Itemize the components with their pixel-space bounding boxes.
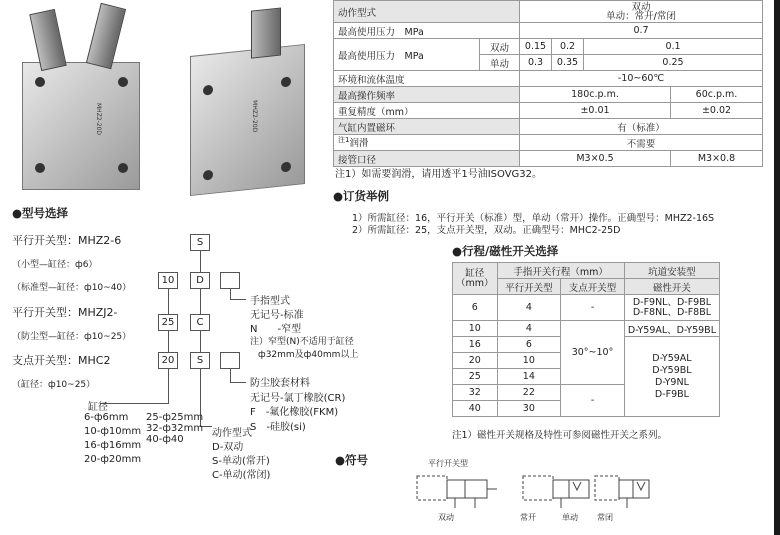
symbol-label: 单动	[562, 513, 578, 522]
code-box: 20	[158, 352, 178, 369]
bore-option: 32-ф32mm	[146, 423, 204, 434]
stroke-cell: 4	[497, 295, 561, 321]
table-row	[334, 71, 763, 87]
section-title-symbol: ●符号	[335, 453, 369, 467]
model-line: （缸径：ф10~25）	[12, 380, 96, 390]
code-box	[220, 352, 240, 369]
stroke-cell: 30	[497, 401, 561, 417]
model-line: 支点开关型：MHC2	[12, 354, 111, 367]
spec-value: 0.3	[520, 55, 552, 71]
bore-option: 16-ф16mm	[84, 440, 142, 451]
spec-value: 0.1	[584, 39, 763, 55]
spec-value: 有（标准）	[520, 119, 763, 135]
connector-line	[230, 382, 246, 383]
spec-value: 180c.p.m.	[520, 87, 671, 103]
mount-hole	[35, 77, 45, 87]
bore-option: 6-ф6mm	[84, 412, 129, 423]
spec-value: 0.15	[520, 39, 552, 55]
connector-line	[168, 369, 169, 403]
table-row	[453, 263, 720, 279]
spec-label: 环境和流体温度	[334, 71, 520, 87]
spec-note: 注1）如需要润滑，请用透平1号油ISOVG32。	[335, 169, 543, 180]
page-edge	[774, 0, 780, 535]
code-box: 25	[158, 314, 178, 331]
connector-line	[200, 251, 201, 272]
mount-hole	[203, 170, 213, 181]
symbol-label: 常开	[520, 513, 536, 522]
col-header: 平行开关型	[497, 279, 561, 295]
model-line: （小型—缸径：ф6）	[12, 260, 98, 270]
dust-annot: 防尘胶套材料	[250, 378, 310, 389]
bore-cell: 16	[453, 337, 498, 353]
spec-value: 双动 单动：常开/常闭	[520, 1, 763, 23]
col-header: 手指开关行程（mm）	[497, 263, 624, 279]
spec-value: 0.2	[552, 39, 584, 55]
bore-cell: 10	[453, 321, 498, 337]
mount-hole	[118, 163, 128, 173]
connector-line	[230, 299, 246, 300]
spec-value: M3×0.8	[671, 151, 763, 167]
col-header: 坑道安装型	[624, 263, 719, 279]
gripper-jaw	[251, 7, 281, 58]
spec-label: 最高使用压力 MPa	[334, 39, 480, 71]
spec-value: 0.25	[584, 55, 763, 71]
switch-cell: D-Y59AL D-Y59BL D-Y9NL D-F9BL	[624, 337, 719, 417]
bore-option: 25-ф25mm	[146, 412, 204, 423]
spec-value: 60c.p.m.	[671, 87, 763, 103]
section-title-stroke: ●行程/磁性开关选择	[452, 244, 559, 258]
spec-label: 接管口径	[334, 151, 520, 167]
switch-cell: D-F9NL、D-F9BL D-F8NL、D-F8BL	[624, 295, 719, 321]
finger-annot: ф32mm及ф40mm以上	[258, 350, 359, 360]
gripper-jaw	[86, 3, 126, 69]
stroke-cell: 4	[497, 321, 561, 337]
finger-annot: 无记号-标准	[250, 310, 304, 321]
connector-line	[200, 331, 201, 352]
spec-value: ±0.02	[671, 103, 763, 119]
connector-line	[168, 289, 169, 314]
stroke-cell: 22	[497, 385, 561, 401]
mount-hole	[281, 161, 291, 172]
col-header: 支点开关型	[561, 279, 625, 295]
dust-annot: S -硅胶(si)	[250, 422, 306, 433]
col-header: 磁性开关	[624, 279, 719, 295]
table-row	[334, 23, 763, 39]
spec-label: 气缸内置磁环	[334, 119, 520, 135]
model-line: 平行开关型：MHZJ2-	[12, 306, 118, 319]
spec-label: 最高操作频率	[334, 87, 520, 103]
symbol-label: 双动	[438, 513, 454, 522]
code-box: S	[190, 352, 210, 369]
bore-cell: 6	[453, 295, 498, 321]
action-annot: 动作型式	[212, 428, 252, 439]
finger-annot: N -窄型	[250, 324, 302, 335]
symbol-subtitle: 平行开关型	[428, 459, 468, 468]
table-row	[453, 295, 720, 321]
stroke-note: 注1）磁性开关规格及特性可参阅磁性开关之系列。	[452, 430, 668, 441]
dust-annot: F -氟化橡胶(FKM)	[250, 407, 339, 418]
model-line: 平行开关型：MHZ2-6	[12, 234, 122, 247]
table-row	[334, 119, 763, 135]
fulcrum-cell: -	[561, 385, 625, 417]
table-row	[334, 87, 763, 103]
stroke-table	[452, 262, 720, 417]
switch-cell: D-Y59AL、D-Y59BL	[624, 321, 719, 337]
finger-annot: 注）窄型(N)不适用于缸径	[250, 337, 354, 347]
spec-table	[333, 0, 763, 167]
code-box: C	[190, 314, 210, 331]
table-row	[453, 321, 720, 337]
symbol-label: 常闭	[597, 513, 613, 522]
spec-value: 不需要	[520, 135, 763, 151]
code-box: S	[190, 234, 210, 251]
spec-sub: 单动	[480, 55, 520, 71]
action-annot: S-单动(常开)	[212, 456, 270, 467]
product-photo-right	[190, 44, 305, 196]
bore-option: 20-ф20mm	[84, 454, 142, 465]
product-label: MHZ2-20D	[95, 103, 102, 136]
bore-option: 10-ф10mm	[84, 426, 142, 437]
table-row	[334, 103, 763, 119]
connector-line	[230, 369, 231, 383]
code-box: D	[190, 272, 210, 289]
product-photo-left	[22, 62, 140, 190]
action-annot: D-双动	[212, 442, 244, 453]
spec-value: 0.35	[552, 55, 584, 71]
note-mark: 注1	[338, 136, 350, 145]
mount-hole	[281, 76, 291, 87]
spec-value: M3×0.5	[520, 151, 671, 167]
mount-hole	[35, 163, 45, 173]
gripper-jaw	[29, 9, 66, 71]
product-label: MHZ2-20D	[251, 99, 258, 133]
table-row	[334, 39, 763, 55]
bore-cell: 25	[453, 369, 498, 385]
table-row	[334, 135, 763, 151]
connector-line	[168, 331, 169, 352]
stroke-cell: 6	[497, 337, 561, 353]
dust-annot: 无记号-氯丁橡胶(CR)	[250, 393, 346, 404]
section-title-order: ●订货举例	[333, 189, 390, 203]
model-line: （防尘型—缸径：ф10~25）	[12, 332, 132, 342]
spec-value: -10~60℃	[520, 71, 763, 87]
bore-title: 缸径	[88, 402, 108, 413]
fulcrum-cell: -	[561, 295, 625, 321]
table-row	[334, 1, 763, 23]
spec-value: 0.7	[520, 23, 763, 39]
col-header: 缸径（mm）	[453, 263, 498, 295]
mount-hole	[203, 85, 213, 96]
bore-cell: 32	[453, 385, 498, 401]
code-box: 10	[158, 272, 178, 289]
fulcrum-cell: 30°~10°	[561, 321, 625, 385]
order-line: 1）所需缸径：16，平行开关（标准）型，单动（常开）操作。正确型号：MHZ2-16S	[352, 213, 715, 224]
code-box	[220, 272, 240, 289]
spec-value: ±0.01	[520, 103, 671, 119]
spec-label: 动作型式	[334, 1, 520, 23]
stroke-cell: 14	[497, 369, 561, 385]
connector-line	[100, 403, 169, 404]
connector-line	[200, 289, 201, 314]
mount-hole	[118, 77, 128, 87]
pneumatic-symbol-diagram	[415, 468, 655, 516]
bore-cell: 40	[453, 401, 498, 417]
stroke-cell: 10	[497, 353, 561, 369]
finger-annot: 手指型式	[250, 296, 290, 307]
bore-option: 40-ф40	[146, 434, 184, 445]
model-line: （标准型—缸径：ф10~40）	[12, 283, 132, 293]
bore-cell: 20	[453, 353, 498, 369]
action-annot: C-单动(常闭)	[212, 470, 271, 481]
section-title-model: ●型号选择	[12, 206, 69, 220]
order-line: 2）所需缸径：25，支点开关型，双动。正确型号：MHC2-25D	[352, 225, 621, 236]
spec-label: 最高使用压力 MPa	[334, 23, 520, 39]
spec-label: $^{注1}$润滑	[334, 135, 520, 151]
spec-label: 重复精度（mm）	[334, 103, 520, 119]
spec-sub: 双动	[480, 39, 520, 55]
